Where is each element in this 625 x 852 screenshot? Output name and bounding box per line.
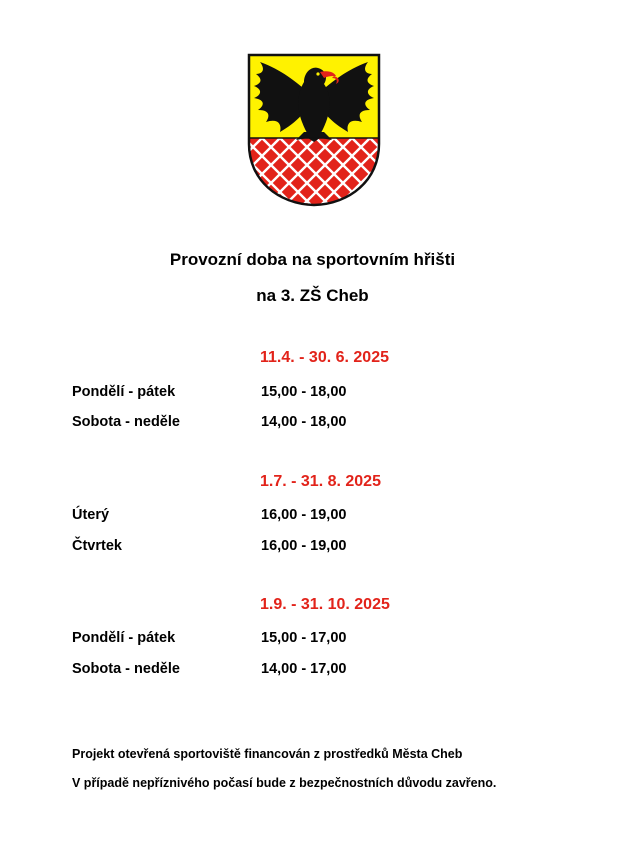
page-subtitle: na 3. ZŠ Cheb bbox=[256, 286, 369, 305]
cheb-coat-of-arms-logo bbox=[246, 52, 382, 208]
schedule-time: 14,00 - 18,00 bbox=[261, 414, 347, 430]
schedule-time: 14,00 - 17,00 bbox=[261, 661, 347, 677]
period-range-1: 11.4. - 30. 6. 2025 bbox=[260, 349, 389, 366]
schedule-time: 16,00 - 19,00 bbox=[261, 538, 347, 554]
schedule-time: 15,00 - 18,00 bbox=[261, 384, 347, 400]
schedule-day: Sobota - neděle bbox=[72, 414, 180, 430]
schedule-time: 15,00 - 17,00 bbox=[261, 630, 347, 646]
page-title: Provozní doba na sportovním hřišti bbox=[169, 250, 456, 269]
schedule-day: Čtvrtek bbox=[72, 538, 122, 554]
schedule-day: Sobota - neděle bbox=[72, 661, 180, 677]
footer-weather-note: V případě nepříznivého počasí bude z bezpečnostních důvodu zavřeno. bbox=[72, 776, 497, 790]
schedule-time: 16,00 - 19,00 bbox=[261, 507, 347, 523]
period-range-3: 1.9. - 31. 10. 2025 bbox=[260, 596, 390, 613]
schedule-day: Pondělí - pátek bbox=[72, 630, 176, 646]
footer-funding-note: Projekt otevřená sportoviště financován z prostředků Města Cheb bbox=[72, 747, 463, 761]
period-range-2: 1.7. - 31. 8. 2025 bbox=[260, 473, 381, 490]
schedule-day: Pondělí - pátek bbox=[72, 384, 176, 400]
schedule-day: Úterý bbox=[72, 507, 110, 523]
